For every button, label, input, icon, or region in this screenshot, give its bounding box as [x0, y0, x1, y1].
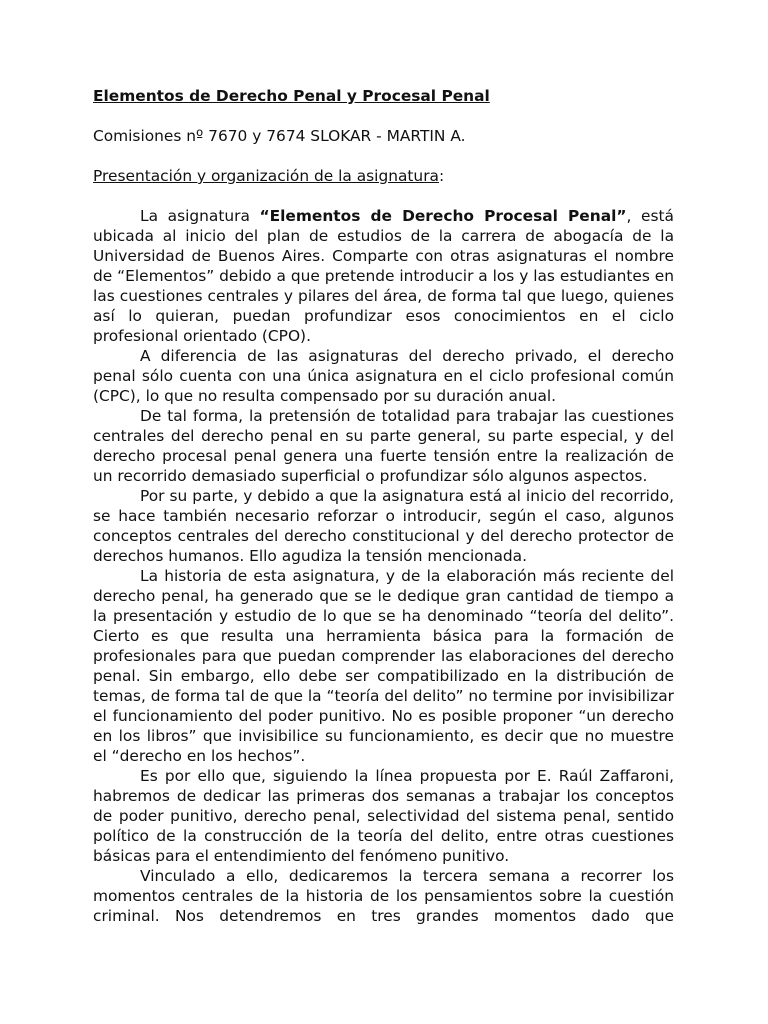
paragraph-1-text: , está ubicada al inicio del plan de estudios de la carrera de abogacía de la Universidad de Buenos Aires. Comparte con otras asignaturas el nombre de “Elementos” debido a que pretende introducir a los y las estudiantes en las cuestiones centrales y pilares del área, de forma tal que luego, quienes así lo quieran, puedan profundizar esos conocimientos en el ciclo profesional orientado (CPO). — [93, 207, 674, 345]
document-page — [93, 86, 674, 925]
paragraph-6: Es por ello que, siguiendo la línea propuesta por E. Raúl Zaffaroni, habremos de dedicar las primeras dos semanas a trabajar los conceptos de poder punitivo, derecho penal, selectividad del sistema penal, sentido político de la construcción de la teoría del delito, entre otras cuestiones básicas para el entendimiento del fenómeno punitivo. — [93, 767, 674, 865]
section-heading-colon: : — [438, 167, 445, 185]
paragraph-3: De tal forma, la pretensión de totalidad para trabajar las cuestiones centrales del derecho penal en su parte general, su parte especial, y del derecho procesal penal genera una fuerte tensión entre la realización de un recorrido demasiado superficial o profundizar sólo algunos aspectos. — [93, 407, 674, 485]
paragraph-1 — [93, 206, 674, 346]
document-title: Elementos de Derecho Penal y Procesal Penal — [93, 87, 490, 105]
paragraph-5: La historia de esta asignatura, y de la elaboración más reciente del derecho penal, ha generado que se le dedique gran cantidad de tiempo a la presentación y estudio de lo que se ha denominado “teoría del delito”. Cierto es que resulta una herramienta básica para la formación de profesionales para que puedan comprender las elaboraciones del derecho penal. Sin embargo, ello debe ser compatibilizado en la distribución de temas, de forma tal de que la “teoría del delito” no termine por invisibilizar el funcionamiento del poder punitivo. No es posible proponer “un derecho en los libros” que invisibilice su funcionamiento, es decir que no muestre el “derecho en los hechos”. — [93, 567, 674, 765]
paragraph-2: A diferencia de las asignaturas del derecho privado, el derecho penal sólo cuenta con una única asignatura en el ciclo profesional común (CPC), lo que no resulta compensado por su duración anual. — [93, 347, 674, 405]
commissions-line: Comisiones nº 7670 y 7674 SLOKAR - MARTIN A. — [93, 127, 466, 145]
body-text — [93, 206, 674, 926]
course-name-emphasis: “Elementos de Derecho Procesal Penal” — [259, 207, 627, 225]
section-heading — [93, 166, 444, 186]
paragraph-4: Por su parte, y debido a que la asignatura está al inicio del recorrido, se hace también necesario reforzar o introducir, según el caso, algunos conceptos centrales del derecho constitucional y del derecho protector de derechos humanos. Ello agudiza la tensión mencionada. — [93, 487, 674, 565]
paragraph-1-lead: La asignatura — [140, 207, 260, 225]
paragraph-7: Vinculado a ello, dedicaremos la tercera semana a recorrer los momentos centrales de la historia de los pensamientos sobre la cuestión criminal. Nos detendremos en tres grandes momentos dado que — [93, 867, 674, 925]
section-heading-text: Presentación y organización de la asignatura — [93, 167, 439, 185]
